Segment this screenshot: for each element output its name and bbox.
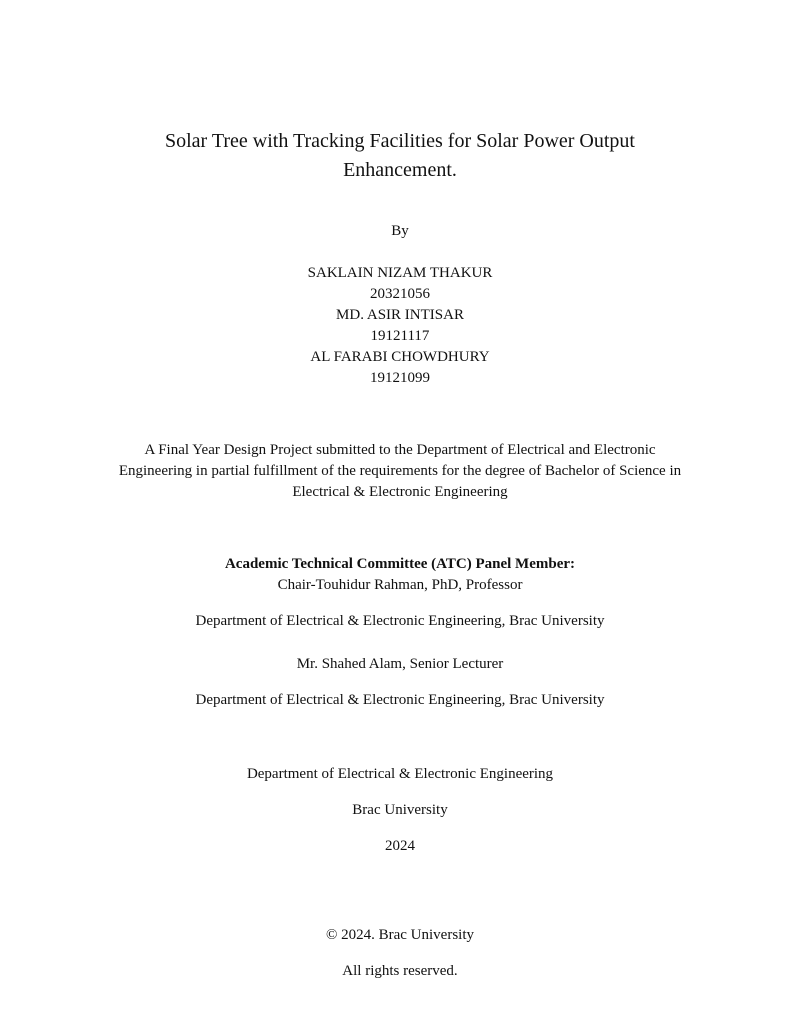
author-id: 20321056 [370, 286, 430, 302]
institution-year: 2024 [385, 838, 415, 854]
author-name: SAKLAIN NIZAM THAKUR [307, 265, 493, 281]
by-label: By [391, 223, 409, 239]
author-id: 19121117 [370, 328, 430, 344]
committee-member-name: Chair-Touhidur Rahman, PhD, Professor [277, 577, 523, 593]
submission-line-3: Electrical & Electronic Engineering [292, 484, 508, 500]
committee-heading: Academic Technical Committee (ATC) Panel Member: [224, 556, 576, 572]
submission-line-1: A Final Year Design Project submitted to the Department of Electrical and Electronic [144, 442, 656, 458]
committee-member-name: Mr. Shahed Alam, Senior Lecturer [296, 656, 504, 672]
institution-university: Brac University [352, 802, 448, 818]
author-id: 19121099 [370, 370, 430, 386]
institution-department: Department of Electrical & Electronic Engineering [246, 766, 554, 782]
author-name: MD. ASIR INTISAR [336, 307, 464, 323]
committee-member-department: Department of Electrical & Electronic Engineering, Brac University [195, 613, 605, 629]
author-name: AL FARABI CHOWDHURY [310, 349, 490, 365]
committee-member-department: Department of Electrical & Electronic Engineering, Brac University [195, 692, 605, 708]
title-line-2: Enhancement. [343, 159, 457, 181]
copyright-notice: © 2024. Brac University [325, 927, 475, 943]
submission-line-2: Engineering in partial fulfillment of the requirements for the degree of Bachelor of Science in [118, 463, 682, 479]
rights-notice: All rights reserved. [342, 963, 458, 979]
title-line-1: Solar Tree with Tracking Facilities for Solar Power Output [165, 130, 635, 152]
